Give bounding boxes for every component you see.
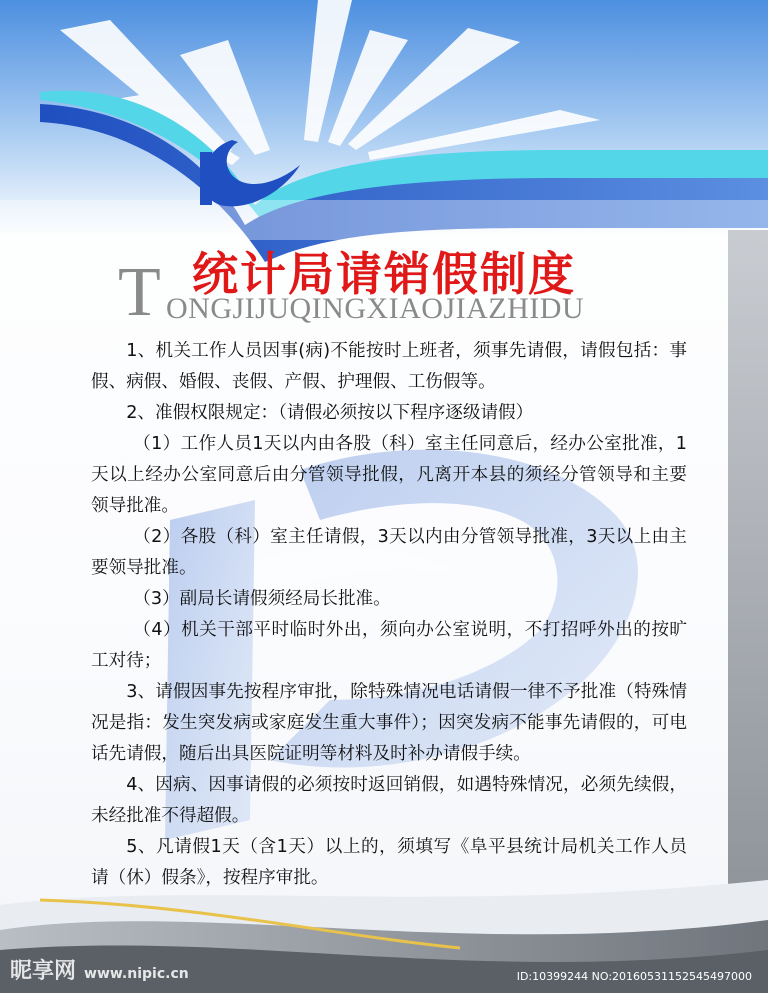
rule-paragraph-2-3: （3）副局长请假须经局长批准。	[133, 589, 391, 609]
pinyin-initial: T	[118, 254, 161, 331]
rule-paragraph-3: 3、请假因事先按程序审批，除特殊情况电话请假一律不予批准（特殊情况是指：发生突发病或家庭发生重大事件）；因突发病不能事先请假的，可电话先请假，随后出具医院证明等材料及时补办请假手续。	[91, 682, 687, 764]
rule-paragraph-2-1: （1）工作人员1天以内由各股（科）室主任同意后，经办公室批准，1天以上经办公室同意后由分管领导批假，凡离开本县的须经分管领导和主要领导批准。	[91, 434, 687, 516]
rule-paragraph-2-2: （2）各股（科）室主任请假，3天以内由分管领导批准，3天以上由主要领导批准。	[91, 527, 687, 578]
site-watermark	[10, 954, 189, 985]
rule-paragraph-2-4: （4）机关干部平时临时外出，须向办公室说明，不打招呼外出的按旷工对待；	[91, 620, 687, 671]
rule-paragraph-4: 4、因病、因事请假的必须按时返回销假，如遇特殊情况，必须先续假，未经批准不得超假。	[91, 775, 687, 826]
watermark-url: www.nipic.cn	[84, 966, 189, 982]
pinyin-subtitle	[118, 254, 738, 331]
pinyin-rest: ONGJIJUQINGXIAOJIAZHIDU	[166, 292, 585, 325]
page-title: 统计局请销假制度	[192, 247, 576, 301]
rule-paragraph-5: 5、凡请假1天（含1天）以上的，须填写《阜平县统计局机关工作人员请（休）假条》，按程序审批。	[91, 837, 687, 888]
rule-paragraph-2: 2、准假权限规定：（请假必须按以下程序逐级请假）	[126, 403, 534, 423]
rules-body	[91, 336, 687, 894]
rule-paragraph-1: 1、机关工作人员因事(病)不能按时上班者，须事先请假，请假包括：事假、病假、婚假、丧假、产假、护理假、工伤假等。	[91, 341, 687, 392]
watermark-name: 昵享网	[10, 959, 77, 984]
image-id-text: ID:10399244 NO:20160531152545497000	[516, 970, 752, 983]
